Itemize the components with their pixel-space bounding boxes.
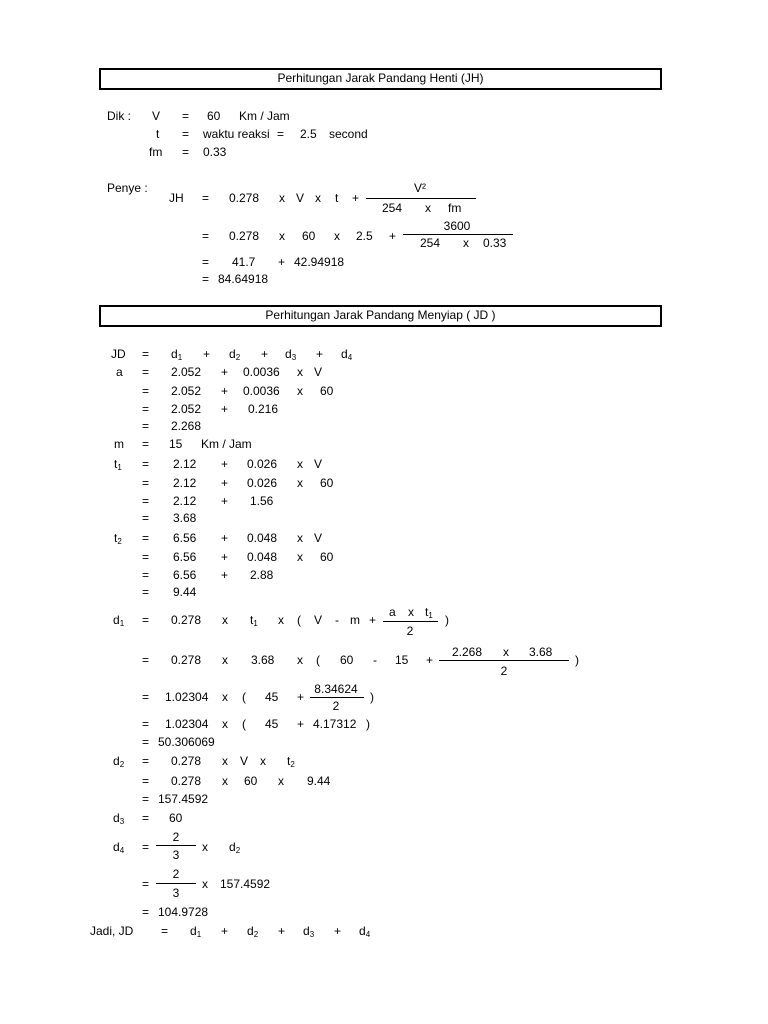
a2-plus: + (221, 384, 229, 398)
section-title-jh (99, 68, 662, 90)
jh-f3-a: 41.7 (232, 255, 256, 269)
d41-numerator: 2 (172, 830, 180, 844)
subscript: 2 (235, 353, 241, 362)
t-symbol: t (114, 531, 118, 545)
d22-coef: 0.278 (171, 774, 202, 788)
d12-t: 3.68 (251, 653, 275, 667)
d11-den: 2 (406, 624, 414, 638)
t21-equals: = (142, 531, 150, 545)
d21-t (287, 754, 295, 772)
d12-plus: + (426, 653, 434, 667)
a2-v3: 60 (320, 384, 334, 398)
t22-equals: = (142, 550, 150, 564)
t12-v2: 0.026 (247, 476, 278, 490)
a1-v3: V (314, 365, 323, 379)
subscript: 1 (196, 930, 202, 939)
jh-f2-coef: 0.278 (229, 229, 260, 243)
jd-l1-plus-3: + (316, 347, 324, 361)
d14-times: x (222, 717, 228, 731)
d13-numerator: 8.34624 (314, 682, 358, 696)
jh-f1-times-2: x (315, 191, 321, 205)
a1-v2: 0.0036 (243, 365, 280, 379)
d13-equals: = (142, 690, 150, 704)
d21-times-2: x (260, 754, 266, 768)
subscript: 2 (119, 760, 125, 769)
jh-f2-times-1: x (279, 229, 285, 243)
m-unit: Km / Jam (201, 437, 252, 451)
t-symbol: t (425, 605, 429, 619)
m-value: 15 (169, 437, 183, 451)
d11-fraction-bar (383, 621, 438, 622)
d13-den: 2 (332, 699, 340, 713)
jh-f1-den-a: 254 (382, 201, 403, 215)
d1-result: 50.306069 (158, 735, 215, 749)
d11-num-x: x (408, 605, 414, 619)
t2-result: 9.44 (173, 585, 197, 599)
t24-equals: = (142, 585, 150, 599)
d11-open-paren: ( (297, 613, 301, 627)
a3-v2: 0.216 (248, 402, 279, 416)
v-value: 60 (207, 109, 221, 123)
section-title-jd (99, 305, 662, 327)
d22-times-1: x (222, 774, 228, 788)
d1-lhs (113, 613, 124, 631)
d21-v: V (240, 754, 249, 768)
d-symbol: d (359, 924, 366, 938)
d12-den: 2 (500, 664, 508, 678)
d23-equals: = (142, 792, 150, 806)
jd-l1-plus-2: + (261, 347, 269, 361)
d42-equals: = (142, 877, 150, 891)
jd-l1-plus-1: + (203, 347, 211, 361)
jh-f1-equals: = (202, 191, 210, 205)
d-symbol: d (229, 347, 236, 361)
a4-equals: = (142, 419, 150, 433)
jadi-plus-3: + (334, 924, 342, 938)
d12-times-2: x (297, 653, 303, 667)
d11-t (250, 613, 258, 631)
section-title-jh-text: Perhitungan Jarak Pandang Henti (JH) (277, 71, 484, 85)
jh-f4-equals: = (202, 272, 210, 286)
jd-lhs: JD (111, 347, 126, 361)
t23-equals: = (142, 568, 150, 582)
t13-v2: 1.56 (250, 494, 274, 508)
subscript: 3 (309, 930, 315, 939)
jh-f1-times-1: x (279, 191, 285, 205)
d11-times-2: x (278, 613, 284, 627)
fm-equals: = (182, 145, 190, 159)
d2-result: 157.4592 (158, 792, 209, 806)
t21-times: x (297, 531, 303, 545)
d13-open-paren: ( (242, 690, 246, 704)
d14-open-paren: ( (242, 717, 246, 731)
t22-v1: 6.56 (173, 550, 197, 564)
t12-plus: + (221, 476, 229, 490)
a1-v1: 2.052 (171, 365, 202, 379)
d14-plus: + (297, 717, 305, 731)
jadi-d2 (247, 924, 258, 942)
subscript: 2 (235, 846, 241, 855)
d11-num-a: a (389, 605, 396, 619)
d11-coef: 0.278 (171, 613, 202, 627)
d41-d2 (229, 840, 240, 858)
t22-v3: 60 (320, 550, 334, 564)
d3-result: 60 (169, 811, 183, 825)
jadi-d4 (359, 924, 370, 942)
d41-times: x (202, 840, 208, 854)
jh-lhs: JH (169, 191, 184, 205)
subscript: 1 (117, 463, 122, 472)
jh-f1-den-b: fm (448, 201, 462, 215)
d11-plus: + (369, 613, 377, 627)
jd-l1-d3 (285, 347, 296, 365)
d12-times-1: x (222, 653, 228, 667)
d-symbol: d (113, 613, 120, 627)
jh-f1-t: t (335, 191, 339, 205)
subscript: 2 (253, 930, 259, 939)
jh-f2-den-a: 254 (420, 236, 441, 250)
d-symbol: d (247, 924, 254, 938)
section-title-jd-text: Perhitungan Jarak Pandang Menyiap ( JD ) (265, 308, 496, 322)
d-symbol: d (171, 347, 178, 361)
d-symbol: d (113, 754, 120, 768)
t22-times: x (297, 550, 303, 564)
t12-v3: 60 (320, 476, 334, 490)
jh-f2-numerator: 3600 (443, 219, 471, 233)
t12-v1: 2.12 (173, 476, 197, 490)
d-symbol: d (229, 840, 236, 854)
subscript: 4 (119, 846, 125, 855)
t21-v3: V (314, 531, 323, 545)
t21-v1: 6.56 (173, 531, 197, 545)
jadi-d1 (190, 924, 201, 942)
t-text: waktu reaksi (203, 127, 270, 141)
jh-f1-coef: 0.278 (229, 191, 260, 205)
d21-coef: 0.278 (171, 754, 202, 768)
subscript: 1 (253, 619, 258, 628)
d-symbol: d (341, 347, 348, 361)
d11-minus: - (335, 613, 339, 627)
d12-m: 15 (395, 653, 409, 667)
t11-equals: = (142, 457, 150, 471)
d12-minus: - (373, 653, 377, 667)
t-equals: = (182, 127, 190, 141)
t13-v1: 2.12 (173, 494, 197, 508)
jh-f3-plus: + (278, 255, 286, 269)
subscript: 1 (428, 611, 433, 620)
jadi-lhs: Jadi, JD (90, 924, 134, 938)
d42-value: 157.4592 (220, 877, 271, 891)
jh-f2-times-2: x (334, 229, 340, 243)
jh-f1-den-x: x (425, 201, 431, 215)
t23-v2: 2.88 (250, 568, 274, 582)
d42-numerator: 2 (172, 867, 180, 881)
t2-lhs (114, 531, 122, 549)
fm-value: 0.33 (203, 145, 227, 159)
m-equals: = (142, 437, 150, 451)
jh-f2-den-x: x (463, 236, 469, 250)
d-symbol: d (190, 924, 197, 938)
a2-equals: = (142, 384, 150, 398)
d12-num-x: x (503, 645, 509, 659)
t11-times: x (297, 457, 303, 471)
t22-v2: 0.048 (247, 550, 278, 564)
t-symbol: t (250, 613, 254, 627)
t11-v3: V (314, 457, 323, 471)
d14-coef: 1.02304 (165, 717, 209, 731)
subscript: 3 (119, 817, 125, 826)
t-value: 2.5 (300, 127, 317, 141)
t1-lhs (114, 457, 122, 475)
t12-times: x (297, 476, 303, 490)
d3-lhs (113, 811, 124, 829)
v-equals: = (182, 109, 190, 123)
d2-lhs (113, 754, 124, 772)
d12-num-t: 3.68 (529, 645, 553, 659)
d13-close-paren: ) (370, 690, 374, 704)
t23-v1: 6.56 (173, 568, 197, 582)
d13-fraction-bar (310, 697, 364, 698)
t11-plus: + (221, 457, 229, 471)
jh-result: 84.64918 (218, 272, 269, 286)
a1-plus: + (221, 365, 229, 379)
d41-fraction-bar (156, 845, 196, 846)
d14-v2: 4.17312 (313, 717, 357, 731)
jh-f1-fraction-bar (366, 198, 476, 199)
t-symbol: t (156, 127, 160, 141)
jd-l1-equals: = (142, 347, 150, 361)
d12-v: 60 (340, 653, 354, 667)
t-symbol: t (114, 457, 118, 471)
jd-l1-d2 (229, 347, 240, 365)
m-lhs: m (114, 437, 124, 451)
t23-plus: + (221, 568, 229, 582)
t22-plus: + (221, 550, 229, 564)
d11-equals: = (142, 613, 150, 627)
d11-close-paren: ) (445, 613, 449, 627)
subscript: 3 (291, 353, 297, 362)
d11-m: m (350, 613, 360, 627)
d12-fraction-bar (439, 660, 569, 661)
a-result: 2.268 (171, 419, 202, 433)
t-unit: second (329, 127, 368, 141)
t13-equals: = (142, 494, 150, 508)
t-equals-2: = (277, 127, 285, 141)
jh-f3-b: 42.94918 (294, 255, 345, 269)
a2-v2: 0.0036 (243, 384, 280, 398)
d15-equals: = (142, 735, 150, 749)
fm-symbol: fm (149, 145, 163, 159)
subscript: 1 (119, 619, 125, 628)
a3-v1: 2.052 (171, 402, 202, 416)
d14-equals: = (142, 717, 150, 731)
jh-f2-t: 2.5 (356, 229, 373, 243)
d21-equals: = (142, 754, 150, 768)
jh-f3-equals: = (202, 255, 210, 269)
t13-plus: + (221, 494, 229, 508)
d4-lhs (113, 840, 124, 858)
d13-v: 45 (265, 690, 279, 704)
subscript: 2 (117, 537, 122, 546)
d-symbol: d (303, 924, 310, 938)
subscript: 1 (177, 353, 183, 362)
d41-equals: = (142, 840, 150, 854)
a2-times: x (297, 384, 303, 398)
a3-equals: = (142, 402, 150, 416)
a1-times: x (297, 365, 303, 379)
d4-result: 104.9728 (158, 905, 209, 919)
d31-equals: = (142, 811, 150, 825)
jh-f1-plus: + (352, 191, 360, 205)
dik-label: Dik : (107, 109, 131, 123)
d13-plus: + (297, 690, 305, 704)
jh-f2-fraction-bar (403, 234, 513, 235)
jh-f2-v: 60 (302, 229, 316, 243)
subscript: 4 (347, 353, 353, 362)
d12-close-paren: ) (575, 653, 579, 667)
d12-open-paren: ( (316, 653, 320, 667)
d42-times: x (202, 877, 208, 891)
d13-times: x (222, 690, 228, 704)
d22-t: 9.44 (307, 774, 331, 788)
d42-fraction-bar (156, 883, 196, 884)
d-symbol: d (113, 840, 120, 854)
jadi-plus-1: + (221, 924, 229, 938)
t21-plus: + (221, 531, 229, 545)
d12-coef: 0.278 (171, 653, 202, 667)
jadi-d3 (303, 924, 314, 942)
t11-v2: 0.026 (247, 457, 278, 471)
jh-f2-equals: = (202, 229, 210, 243)
a1-equals: = (142, 365, 150, 379)
jh-f1-v: V (296, 191, 305, 205)
d13-coef: 1.02304 (165, 690, 209, 704)
subscript: 4 (365, 930, 371, 939)
t-symbol: t (287, 754, 291, 768)
d-symbol: d (285, 347, 292, 361)
d22-v: 60 (244, 774, 258, 788)
d12-equals: = (142, 653, 150, 667)
jadi-plus-2: + (278, 924, 286, 938)
d-symbol: d (113, 811, 120, 825)
jh-f1-numerator: V² (414, 181, 426, 195)
jh-f2-den-b: 0.33 (483, 236, 507, 250)
penye-label: Penye : (107, 181, 148, 195)
t14-equals: = (142, 511, 150, 525)
d41-den: 3 (172, 848, 180, 862)
subscript: 2 (290, 760, 295, 769)
v-unit: Km / Jam (239, 109, 290, 123)
jadi-equals: = (161, 924, 169, 938)
t1-result: 3.68 (173, 511, 197, 525)
t21-v2: 0.048 (247, 531, 278, 545)
a-lhs: a (116, 365, 123, 379)
jd-l1-d1 (171, 347, 182, 365)
a3-plus: + (221, 402, 229, 416)
d43-equals: = (142, 905, 150, 919)
d14-v: 45 (265, 717, 279, 731)
d22-times-2: x (278, 774, 284, 788)
jd-l1-d4 (341, 347, 352, 365)
t12-equals: = (142, 476, 150, 490)
d22-equals: = (142, 774, 150, 788)
d12-num-a: 2.268 (452, 645, 483, 659)
d21-times-1: x (222, 754, 228, 768)
t11-v1: 2.12 (173, 457, 197, 471)
v-symbol: V (152, 109, 161, 123)
d14-close-paren: ) (366, 717, 370, 731)
d11-v: V (314, 613, 323, 627)
a2-v1: 2.052 (171, 384, 202, 398)
d11-times-1: x (222, 613, 228, 627)
jh-f2-plus: + (389, 229, 397, 243)
d42-den: 3 (172, 886, 180, 900)
